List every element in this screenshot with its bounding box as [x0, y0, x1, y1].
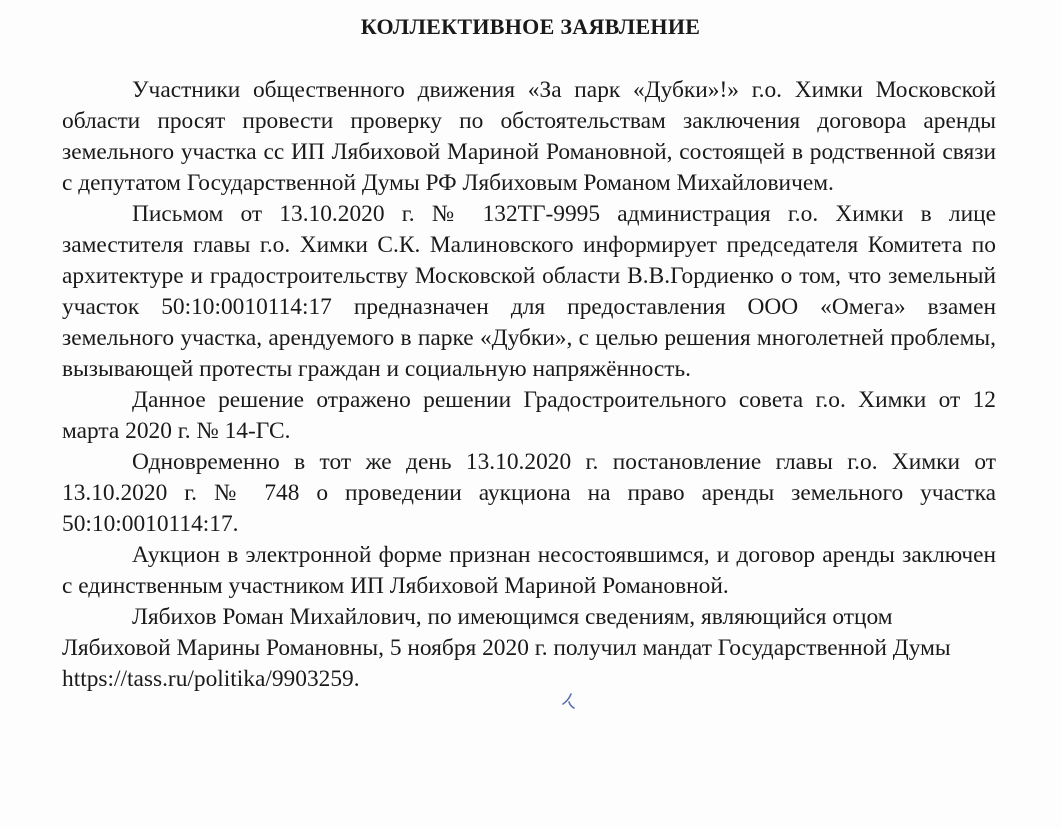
- document-title: КОЛЛЕКТИВНОЕ ЗАЯВЛЕНИЕ: [360, 14, 701, 39]
- paragraph-6: Лябихов Роман Михайлович, по имеющимся сведениям, являющийся отцом Лябиховой Марины Романовны, 5 ноября 2020 г. получил мандат Государственной Думы https://tass.ru/politika/9903259.: [62, 604, 951, 692]
- paragraph-3: Данное решение отражено решении Градостроительного совета г.о. Химки от 12 марта 2020 г. № 14-ГС.: [62, 387, 996, 444]
- paragraph-5: Аукцион в электронной форме признан несостоявшимся, и договор аренды заключен с единственным участником ИП Лябиховой Мариной Романовной.: [62, 542, 996, 599]
- paragraph-2: Письмом от 13.10.2020 г. № 132ТГ-9995 администрация г.о. Химки в лице заместителя главы г.о. Химки С.К. Малиновского информирует председателя Комитета по архитектуре и градостроительству Московской области В.В.Гордиенко о том, что земельный участок 50:10:0010114:17 предназначен для предоставления ООО «Омега» взамен земельного участка, арендуемого в парке «Дубки», с целью решения многолетней проблемы, вызывающей протесты граждан и социальную напряжённость.: [62, 201, 996, 382]
- pen-mark-icon: [560, 690, 576, 710]
- document-body: [62, 75, 996, 695]
- paragraph-1: Участники общественного движения «За парк «Дубки»!» г.о. Химки Московской области просят провести проверку по обстоятельствам заключения договора аренды земельного участка сс ИП Лябиховой Мариной Романовной, состоящей в родственной связи с депутатом Государственной Думы РФ Лябиховым Романом Михайловичем.: [62, 77, 996, 196]
- paragraph-4: Одновременно в тот же день 13.10.2020 г. постановление главы г.о. Химки от 13.10.2020 г. № 748 о проведении аукциона на право аренды земельного участка 50:10:0010114:17.: [62, 449, 996, 537]
